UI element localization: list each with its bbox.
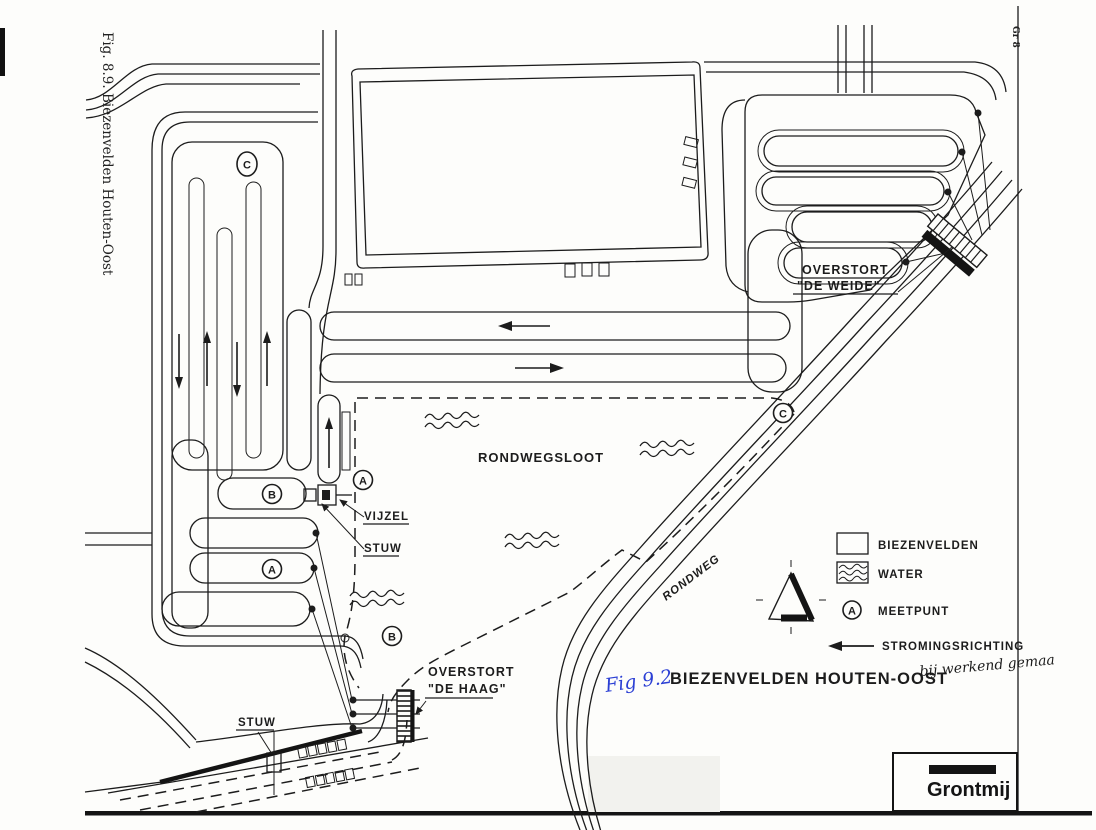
left-field-complex — [162, 142, 350, 628]
water-symbol — [505, 532, 559, 548]
label-rondwegsloot: RONDWEGSLOOT — [478, 450, 605, 465]
marker-c-left: C — [243, 159, 251, 172]
legend-biezenvelden-label: BIEZENVELDEN — [878, 540, 979, 552]
figure-caption: Fig. 8.9. Biezenvelden Houten-Oost — [99, 32, 115, 276]
hatched-bank — [342, 412, 350, 470]
marker-a-field: A — [268, 564, 276, 577]
legend-water-swatch — [837, 562, 868, 583]
label-stuw-bottom: STUW — [238, 717, 276, 729]
north-field — [345, 62, 708, 285]
label-overstort-haag-1: OVERSTORT — [428, 665, 515, 679]
label-rondweg: RONDWEG — [660, 552, 723, 604]
handwritten-note: bij werkend gemaa — [918, 652, 1056, 680]
map-labels — [236, 247, 952, 730]
rondwegsloot-area — [344, 398, 794, 712]
water-symbol — [350, 590, 404, 606]
corner-note: Gr 8 — [1010, 26, 1020, 48]
overstort-de-haag-structure — [397, 690, 415, 742]
water-symbol — [640, 440, 694, 456]
label-overstort-haag-2: "DE HAAG" — [428, 682, 507, 696]
water-symbol — [425, 412, 479, 428]
handwritten-fig-number: Fig 9.2 — [603, 665, 674, 697]
label-overstort-weide-2: "DE WEIDE" — [797, 279, 881, 293]
marker-b-sloot: B — [388, 631, 396, 644]
marker-a-sloot: A — [359, 475, 367, 488]
logo-bar — [929, 765, 996, 774]
marker-b-field: B — [268, 489, 276, 502]
north-arrow-icon — [756, 560, 826, 634]
canal — [85, 694, 428, 812]
grontmij-logo — [893, 753, 1017, 811]
flow-arrows — [175, 331, 333, 468]
flow-arrows — [498, 321, 564, 373]
marker-c-sloot: C — [779, 408, 787, 421]
roads — [85, 25, 1025, 830]
culvert-marks — [305, 769, 354, 788]
logo-text: Grontmij — [927, 779, 1011, 801]
legend-water-label: WATER — [878, 569, 924, 581]
label-stuw-center: STUW — [364, 543, 402, 555]
map-title: BIEZENVELDEN HOUTEN-OOST — [670, 670, 948, 688]
de-haag-area — [85, 533, 428, 812]
road-tick-marks — [345, 137, 706, 285]
legend-biezenvelden-swatch — [837, 533, 868, 554]
legend-stromingsrichting-label: STROMINGSRICHTING — [882, 641, 1025, 653]
legend-meetpunt-letter: A — [848, 605, 856, 618]
legend-meetpunt-label: MEETPUNT — [878, 606, 950, 618]
legend — [828, 533, 1024, 653]
label-overstort-weide-1: OVERSTORT — [802, 263, 889, 277]
legend-flow-arrow — [828, 641, 874, 651]
page-frame — [0, 6, 1092, 816]
label-vijzel: VIJZEL — [364, 511, 409, 523]
